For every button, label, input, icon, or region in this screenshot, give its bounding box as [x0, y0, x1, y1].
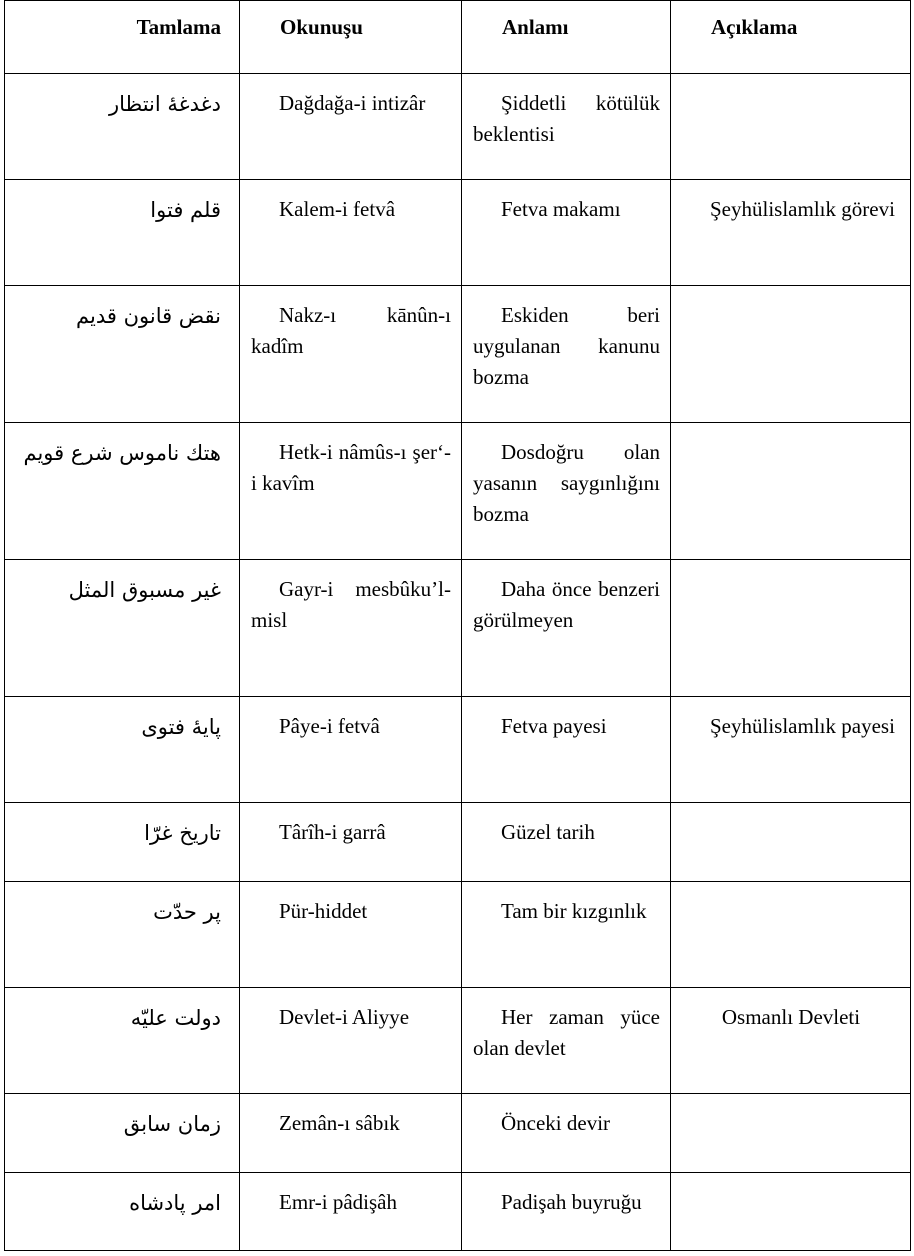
- cell-reading: Dağdağa-i intizâr: [240, 74, 462, 180]
- table-row: [5, 697, 911, 803]
- cell-note: [671, 423, 911, 560]
- cell-meaning: Eskiden beri uygulanan kanunu bozma: [462, 286, 671, 423]
- cell-arabic: امر پادشاه: [5, 1173, 240, 1251]
- cell-reading: Devlet-i Aliyye: [240, 988, 462, 1094]
- table-row: [5, 180, 911, 286]
- cell-arabic: پر حدّت: [5, 882, 240, 988]
- table-row: [5, 1173, 911, 1251]
- cell-arabic: پايهٔ فتوى: [5, 697, 240, 803]
- cell-arabic: دولت عليّه: [5, 988, 240, 1094]
- cell-note: [671, 1173, 911, 1251]
- cell-arabic: هتك ناموس شرع قويم: [5, 423, 240, 560]
- cell-meaning: Fetva payesi: [462, 697, 671, 803]
- cell-meaning: Fetva makamı: [462, 180, 671, 286]
- cell-note: [671, 560, 911, 697]
- cell-meaning: Tam bir kızgınlık: [462, 882, 671, 988]
- cell-reading: Pür-hiddet: [240, 882, 462, 988]
- cell-note: [671, 882, 911, 988]
- cell-reading: Nakz-ı kānûn-ı kadîm: [240, 286, 462, 423]
- cell-arabic: تاريخ غرّا: [5, 803, 240, 882]
- table-row: [5, 1094, 911, 1173]
- cell-meaning: Dosdoğru olan yasanın saygınlığını bozma: [462, 423, 671, 560]
- cell-note: [671, 74, 911, 180]
- header-aciklama: Açıklama: [671, 1, 911, 74]
- header-tamlama: Tamlama: [5, 1, 240, 74]
- cell-arabic: نقض قانون قديم: [5, 286, 240, 423]
- cell-reading: Gayr-i mesbûku’l-misl: [240, 560, 462, 697]
- cell-note: [671, 803, 911, 882]
- cell-reading: Kalem-i fetvâ: [240, 180, 462, 286]
- table-row: [5, 882, 911, 988]
- header-okunusu: Okunuşu: [240, 1, 462, 74]
- table-row: [5, 423, 911, 560]
- cell-reading: Emr-i pâdişâh: [240, 1173, 462, 1251]
- header-anlami: Anlamı: [462, 1, 671, 74]
- cell-reading: Hetk-i nâmûs-ı şer‘-i kavîm: [240, 423, 462, 560]
- table-row: [5, 74, 911, 180]
- cell-meaning: Önceki devir: [462, 1094, 671, 1173]
- cell-arabic: زمان سابق: [5, 1094, 240, 1173]
- header-row: [5, 1, 911, 74]
- cell-meaning: Her zaman yüce olan devlet: [462, 988, 671, 1094]
- table-row: [5, 560, 911, 697]
- cell-reading: Zemân-ı sâbık: [240, 1094, 462, 1173]
- cell-arabic: دغدغهٔ انتظار: [5, 74, 240, 180]
- cell-note: Şeyhülislamlık payesi: [671, 697, 911, 803]
- cell-meaning: Güzel tarih: [462, 803, 671, 882]
- cell-note: [671, 286, 911, 423]
- cell-arabic: غير مسبوق المثل: [5, 560, 240, 697]
- cell-note: [671, 1094, 911, 1173]
- cell-arabic: قلم فتوا: [5, 180, 240, 286]
- table-row: [5, 803, 911, 882]
- cell-note: Şeyhülislamlık görevi: [671, 180, 911, 286]
- cell-note: Osmanlı Devleti: [671, 988, 911, 1094]
- table-row: [5, 286, 911, 423]
- table-row: [5, 988, 911, 1094]
- cell-meaning: Padişah buyruğu: [462, 1173, 671, 1251]
- cell-reading: Pâye-i fetvâ: [240, 697, 462, 803]
- terms-table: [4, 0, 911, 1251]
- cell-meaning: Şiddetli kötülük beklentisi: [462, 74, 671, 180]
- cell-meaning: Daha önce benzeri görülmeyen: [462, 560, 671, 697]
- cell-reading: Târîh-i garrâ: [240, 803, 462, 882]
